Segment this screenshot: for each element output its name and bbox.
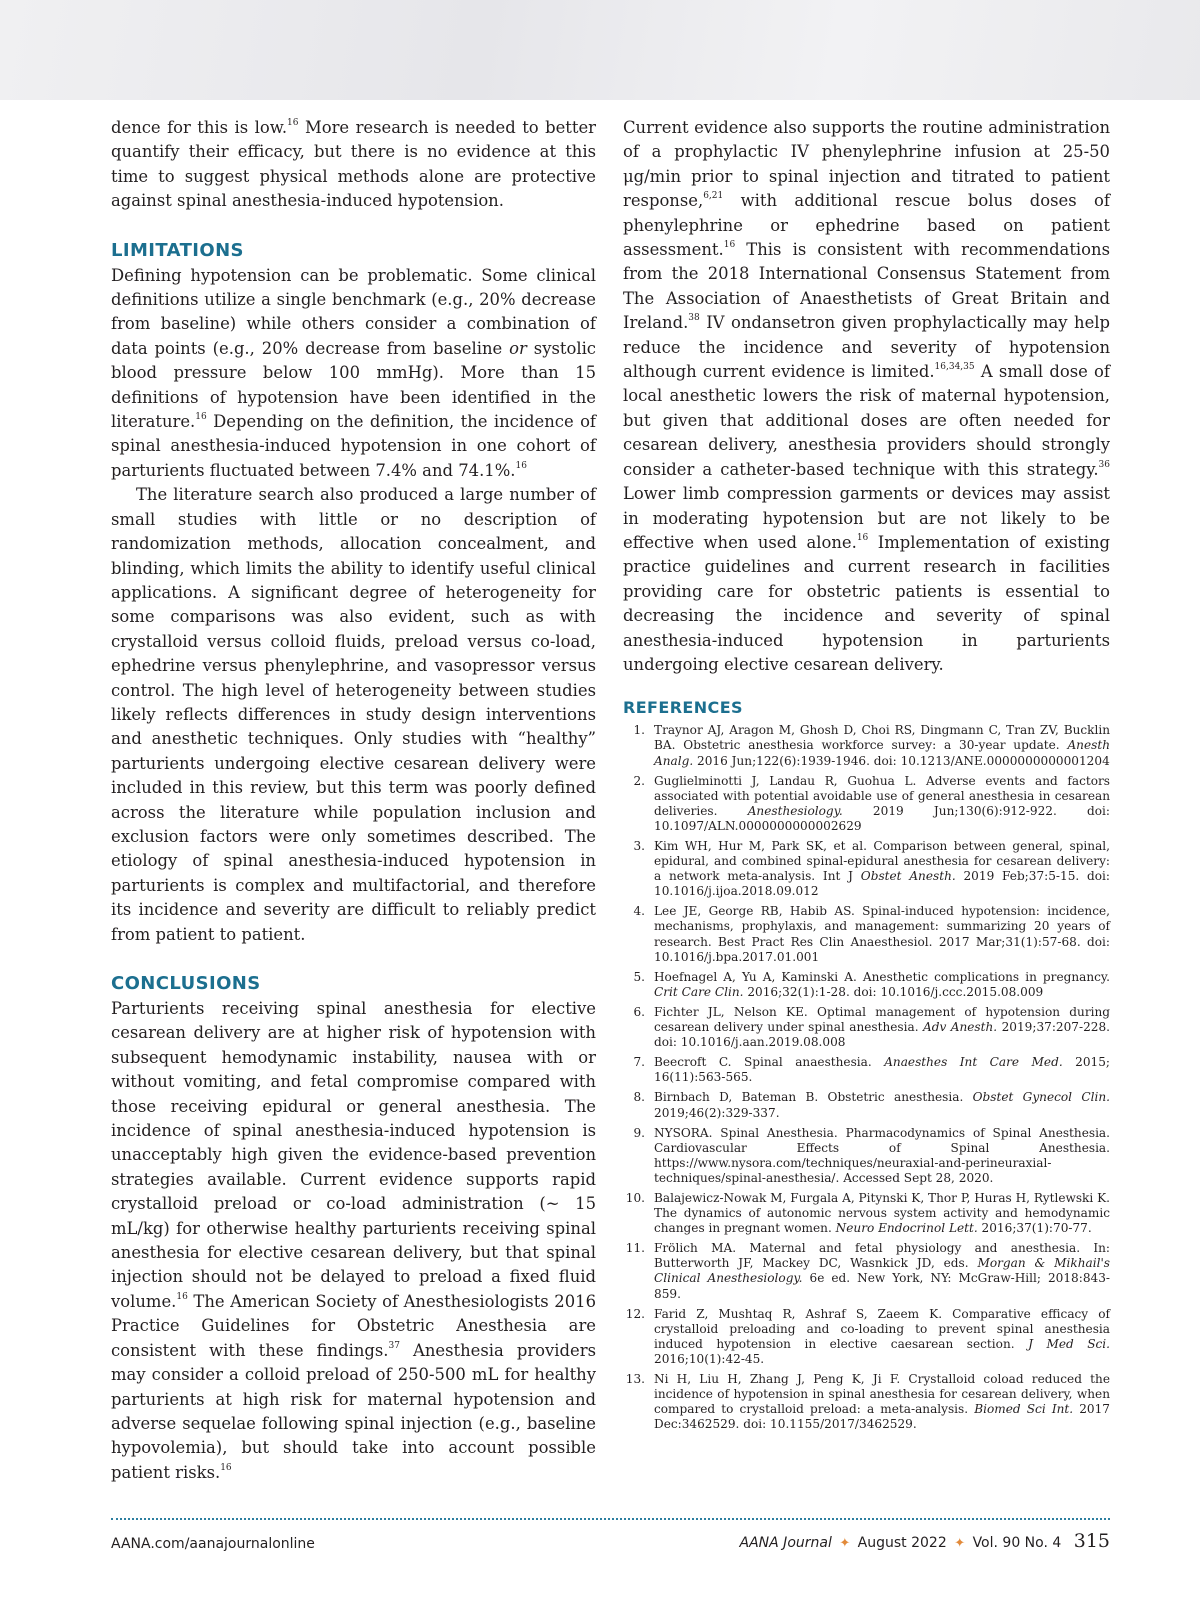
journal-title: J Med Sci. — [1028, 1336, 1111, 1351]
citation: 16 — [287, 118, 299, 128]
reference-item — [623, 1307, 1110, 1367]
text-run: Anesthesia providers may consider a colloid preload of 250-500 mL for healthy parturients at high risk for maternal hypotension and adverse sequelae following spinal injection (e.g., baseline hypovolemia), but should take into account possible patient risks. — [111, 1340, 596, 1482]
limitations-paragraph-2: The literature search also produced a large number of small studies with little or no description of randomization methods, allocation concealment, and blinding, which limits the ability to identify useful clinical applications. A significant degree of heterogeneity for some comparisons was also evident, such as with crystalloid versus colloid fluids, preload versus co-load, ephedrine versus phenylephrine, and vasopressor versus control. The high level of heterogeneity between studies likely reflects differences in study design interventions and anesthetic techniques. Only studies with “healthy” parturients undergoing elective cesarean delivery were included in this review, but this term was poorly defined across the literature while population inclusion and exclusion factors were only sometimes described. The etiology of spinal anesthesia-induced hypotension in parturients is complex and multifactorial, and therefore its incidence and severity are difficult to reliably predict from patient to patient. — [111, 485, 596, 944]
reference-number: 11. — [625, 1241, 645, 1256]
issue-info — [740, 1530, 1110, 1552]
reference-list — [623, 723, 1110, 1432]
reference-number: 2. — [633, 773, 645, 788]
text-run: systolic blood pressure below 100 mmHg). More than 15 definitions of hypotension have been identified in the literature. — [111, 338, 596, 432]
reference-text: Lee JE, George RB, Habib AS. Spinal-induced hypotension: incidence, mechanisms, prophylaxis, and management: summarizing 20 years of research. Best Pract Res Clin Anaesthesiol. 2017 Mar;31(1):57-68. doi: 10.1016/j.bpa.2017.01.001 — [654, 904, 1110, 964]
text-run: with additional rescue bolus doses of phenylephrine or ephedrine based on patient assessment. — [623, 191, 1110, 260]
reference-text: 2017 Dec:3462529. doi: 10.1155/2017/3462529. — [654, 1402, 1110, 1432]
reference-item — [623, 1191, 1110, 1236]
page-header-background — [0, 0, 1200, 100]
right-column — [623, 116, 1110, 1437]
issue-date: August 2022 — [857, 1535, 947, 1551]
reference-text: 2016 Jun;122(6):1939-1946. doi: 10.1213/ANE.0000000000001204 — [693, 753, 1110, 768]
reference-text: 2019 Jun;130(6):912-922. doi: 10.1097/ALN.0000000000002629 — [654, 803, 1110, 833]
citation: 16 — [856, 532, 869, 543]
reference-text: Guglielminotti J, Landau R, Guohua L. Adverse events and factors associated with potential avoidable use of general anesthesia in cesarean deliveries. — [654, 773, 1110, 818]
text-run: Current evidence also supports the routine administration of a prophylactic IV phenylephrine infusion at 25-50 μg/min prior to spinal injection and titrated to patient response, — [623, 118, 1110, 211]
citation: 16 — [515, 460, 527, 471]
reference-text: Hoefnagel A, Yu A, Kaminski A. Anesthetic complications in pregnancy. — [654, 969, 1110, 984]
journal-title: Neuro Endocrinol Lett. — [835, 1221, 978, 1236]
reference-number: 12. — [625, 1306, 645, 1321]
reference-item — [623, 1241, 1110, 1301]
reference-text: 6e ed. New York, NY: McGraw-Hill; 2018:843-859. — [654, 1271, 1110, 1301]
reference-item — [623, 839, 1110, 899]
reference-number: 3. — [633, 839, 645, 853]
citation: 6,21 — [703, 191, 724, 202]
reference-number: 8. — [633, 1090, 645, 1105]
reference-text: 2015; 16(11):563-565. — [654, 1055, 1110, 1085]
text-run: The American Society of Anesthesiologists 2016 Practice Guidelines for Obstetric Anesthesia are consistent with these findings. — [111, 1291, 596, 1360]
page-footer — [111, 1530, 1110, 1558]
reference-number: 5. — [633, 969, 645, 984]
journal-title: Anesthesiology. — [747, 803, 843, 818]
separator-icon: ✦ — [954, 1536, 966, 1551]
conclusions-paragraph-1 — [111, 997, 596, 1485]
reference-number: 6. — [633, 1004, 645, 1019]
reference-text: Kim WH, Hur M, Park SK, et al. Comparison between general, spinal, epidural, and combined spinal-epidural anesthesia for cesarean delivery: a network meta-analysis. Int J — [654, 839, 1110, 884]
text-run: Defining hypotension can be problematic. Some clinical definitions utilize a single benchmark (e.g., 20% decrease from baseline) while others consider a combination of data points (e.g., 20% decrease from baseline — [111, 265, 596, 358]
citation: 16 — [195, 412, 207, 423]
journal-title: Anesth Analg. — [654, 738, 1110, 768]
citation: 37 — [388, 1340, 400, 1351]
citation: 38 — [688, 313, 700, 324]
text-run: More research is needed to better quantify their efficacy, but there is no evidence at this time to suggest physical methods alone are protective against spinal anesthesia-induced hypotension. — [111, 118, 597, 211]
reference-text: 2016;32(1):1-28. doi: 10.1016/j.ccc.2015.08.009 — [743, 984, 1044, 999]
journal-url[interactable]: AANA.com/aanajournalonline — [111, 1536, 315, 1552]
text-run: Implementation of existing practice guidelines and current research in facilities providing care for obstetric patients is essential to decreasing the incidence and severity of spinal anesthesia-induced hypotension in parturients undergoing elective cesarean delivery. — [623, 532, 1111, 674]
text-run: Depending on the definition, the incidence of spinal anesthesia-induced hypotension in one cohort of parturients fluctuated between 7.4% and 74.1%. — [111, 412, 596, 480]
citation: 16 — [723, 240, 736, 251]
volume-number: Vol. 90 No. 4 — [972, 1535, 1062, 1551]
reference-number: 4. — [633, 904, 645, 919]
reference-text: Fichter JL, Nelson KE. Optimal management of hypotension during cesarean delivery under spinal anesthesia. — [654, 1004, 1110, 1035]
reference-text: Traynor AJ, Aragon M, Ghosh D, Choi RS, Dingmann C, Tran ZV, Bucklin BA. Obstetric anesthesia workforce survey: a 30-year update. — [654, 723, 1110, 753]
text-run: A small dose of local anesthetic lowers the risk of maternal hypotension, but given that additional doses are often needed for cesarean delivery, anesthesia providers should strongly consider a catheter-based technique with this strategy. — [623, 362, 1110, 479]
intro-paragraph — [111, 116, 596, 214]
footer-divider — [111, 1518, 1110, 1520]
text-run: This is consistent with recommendations from the 2018 International Consensus Statement from The Association of Anaesthetists of Great Britain and Ireland. — [623, 240, 1110, 333]
reference-number: 1. — [633, 723, 645, 738]
journal-title: Obstet Gynecol Clin. — [972, 1090, 1110, 1105]
reference-item — [623, 774, 1110, 834]
reference-item — [623, 1055, 1110, 1085]
reference-text: Beecroft C. Spinal anaesthesia. — [654, 1055, 885, 1070]
citation: 16 — [220, 1462, 232, 1473]
reference-text: 2019;46(2):329-337. — [654, 1105, 780, 1120]
continued-paragraph — [623, 116, 1110, 677]
journal-title: Biomed Sci Int. — [974, 1402, 1074, 1417]
reference-text: 2019;37:207-228. doi: 10.1016/j.aan.2019.08.008 — [654, 1020, 1111, 1050]
reference-number: 7. — [633, 1055, 645, 1070]
citation: 16,34,35 — [934, 362, 975, 373]
reference-text: Ni H, Liu H, Zhang J, Peng K, Ji F. Crystalloid coload reduced the incidence of hypotension in spinal anesthesia for cesarean delivery, when compared to crystalloid preload: a meta-analysis. — [654, 1372, 1110, 1417]
journal-title: Obstet Anesth. — [860, 869, 956, 884]
journal-name: AANA Journal — [739, 1535, 832, 1551]
reference-text: Farid Z, Mushtaq R, Ashraf S, Zaeem K. Comparative efficacy of crystalloid preloading and co-loading to prevent spinal anesthesia induced hypotension in elective caesarean section. — [654, 1306, 1110, 1351]
left-column — [111, 116, 596, 1485]
reference-item — [623, 970, 1110, 1000]
reference-text: 2019 Feb;37:5-15. doi: 10.1016/j.ijoa.2018.09.012 — [654, 869, 1110, 899]
reference-text: Balajewicz-Nowak M, Furgala A, Pitynski K, Thor P, Huras H, Rytlewski K. The dynamics of autonomic nervous system activity and hemodynamic changes in pregnant women. — [654, 1190, 1110, 1236]
reference-text: NYSORA. Spinal Anesthesia. Pharmacodynamics of Spinal Anesthesia. Cardiovascular Effects of Spinal Anesthesia. https://www.nysora.com/techniques/neuraxial-and-perineuraxial-techniques/spinal-anesthesia/. Accessed Sept 28, 2020. — [654, 1125, 1110, 1185]
journal-title: Adv Anesth. — [923, 1020, 998, 1035]
reference-number: 13. — [625, 1372, 645, 1386]
limitations-heading: LIMITATIONS — [111, 239, 244, 261]
emphasis: or — [509, 338, 527, 358]
text-run: IV ondansetron given prophylactically may help reduce the incidence and severity of hypotension although current evidence is limited. — [623, 313, 1110, 382]
citation: 16 — [176, 1291, 188, 1302]
reference-item — [623, 1005, 1110, 1050]
conclusions-heading: CONCLUSIONS — [111, 973, 261, 994]
reference-text: 2016;10(1):42-45. — [654, 1351, 765, 1366]
reference-number: 9. — [633, 1125, 645, 1140]
citation: 36 — [1098, 459, 1110, 470]
reference-item — [623, 723, 1110, 768]
text-run: dence for this is low. — [111, 118, 288, 137]
references-heading: REFERENCES — [623, 698, 743, 718]
page-number: 315 — [1073, 1530, 1110, 1552]
journal-title: Morgan & Mikhail's Clinical Anesthesiology. — [654, 1256, 1110, 1286]
text-run: Lower limb compression garments or devices may assist in moderating hypotension but are not likely to be effective when used alone. — [623, 484, 1110, 552]
separator-icon: ✦ — [839, 1536, 851, 1551]
reference-item — [623, 1090, 1110, 1120]
limitations-paragraph-1 — [111, 264, 596, 484]
journal-title: Crit Care Clin. — [654, 984, 744, 999]
journal-title: Anaesthes Int Care Med. — [884, 1055, 1063, 1070]
reference-item — [623, 1126, 1110, 1186]
text-run: Parturients receiving spinal anesthesia for elective cesarean delivery are at higher risk of hypotension with subsequent hemodynamic instability, nausea with or without vomiting, and fetal compromise compared with those receiving epidural or general anesthesia. The incidence of spinal anesthesia-induced hypotension is unacceptably high given the evidence-based prevention strategies available. Current evidence supports rapid crystalloid preload or co-load administration (~ 15 mL/kg) for otherwise healthy parturients receiving spinal anesthesia for elective cesarean delivery, but that spinal injection should not be delayed to preload a fixed fluid volume. — [111, 999, 596, 1311]
reference-number: 10. — [625, 1190, 645, 1205]
reference-text: Birnbach D, Bateman B. Obstetric anesthesia. — [654, 1090, 973, 1105]
reference-text: Frölich MA. Maternal and fetal physiology and anesthesia. In: Butterworth JF, Mackey DC, Wasnkick JD, eds. — [654, 1241, 1110, 1271]
reference-item — [623, 1372, 1110, 1432]
reference-text: 2016;37(1):70-77. — [977, 1221, 1092, 1236]
reference-item — [623, 904, 1110, 964]
